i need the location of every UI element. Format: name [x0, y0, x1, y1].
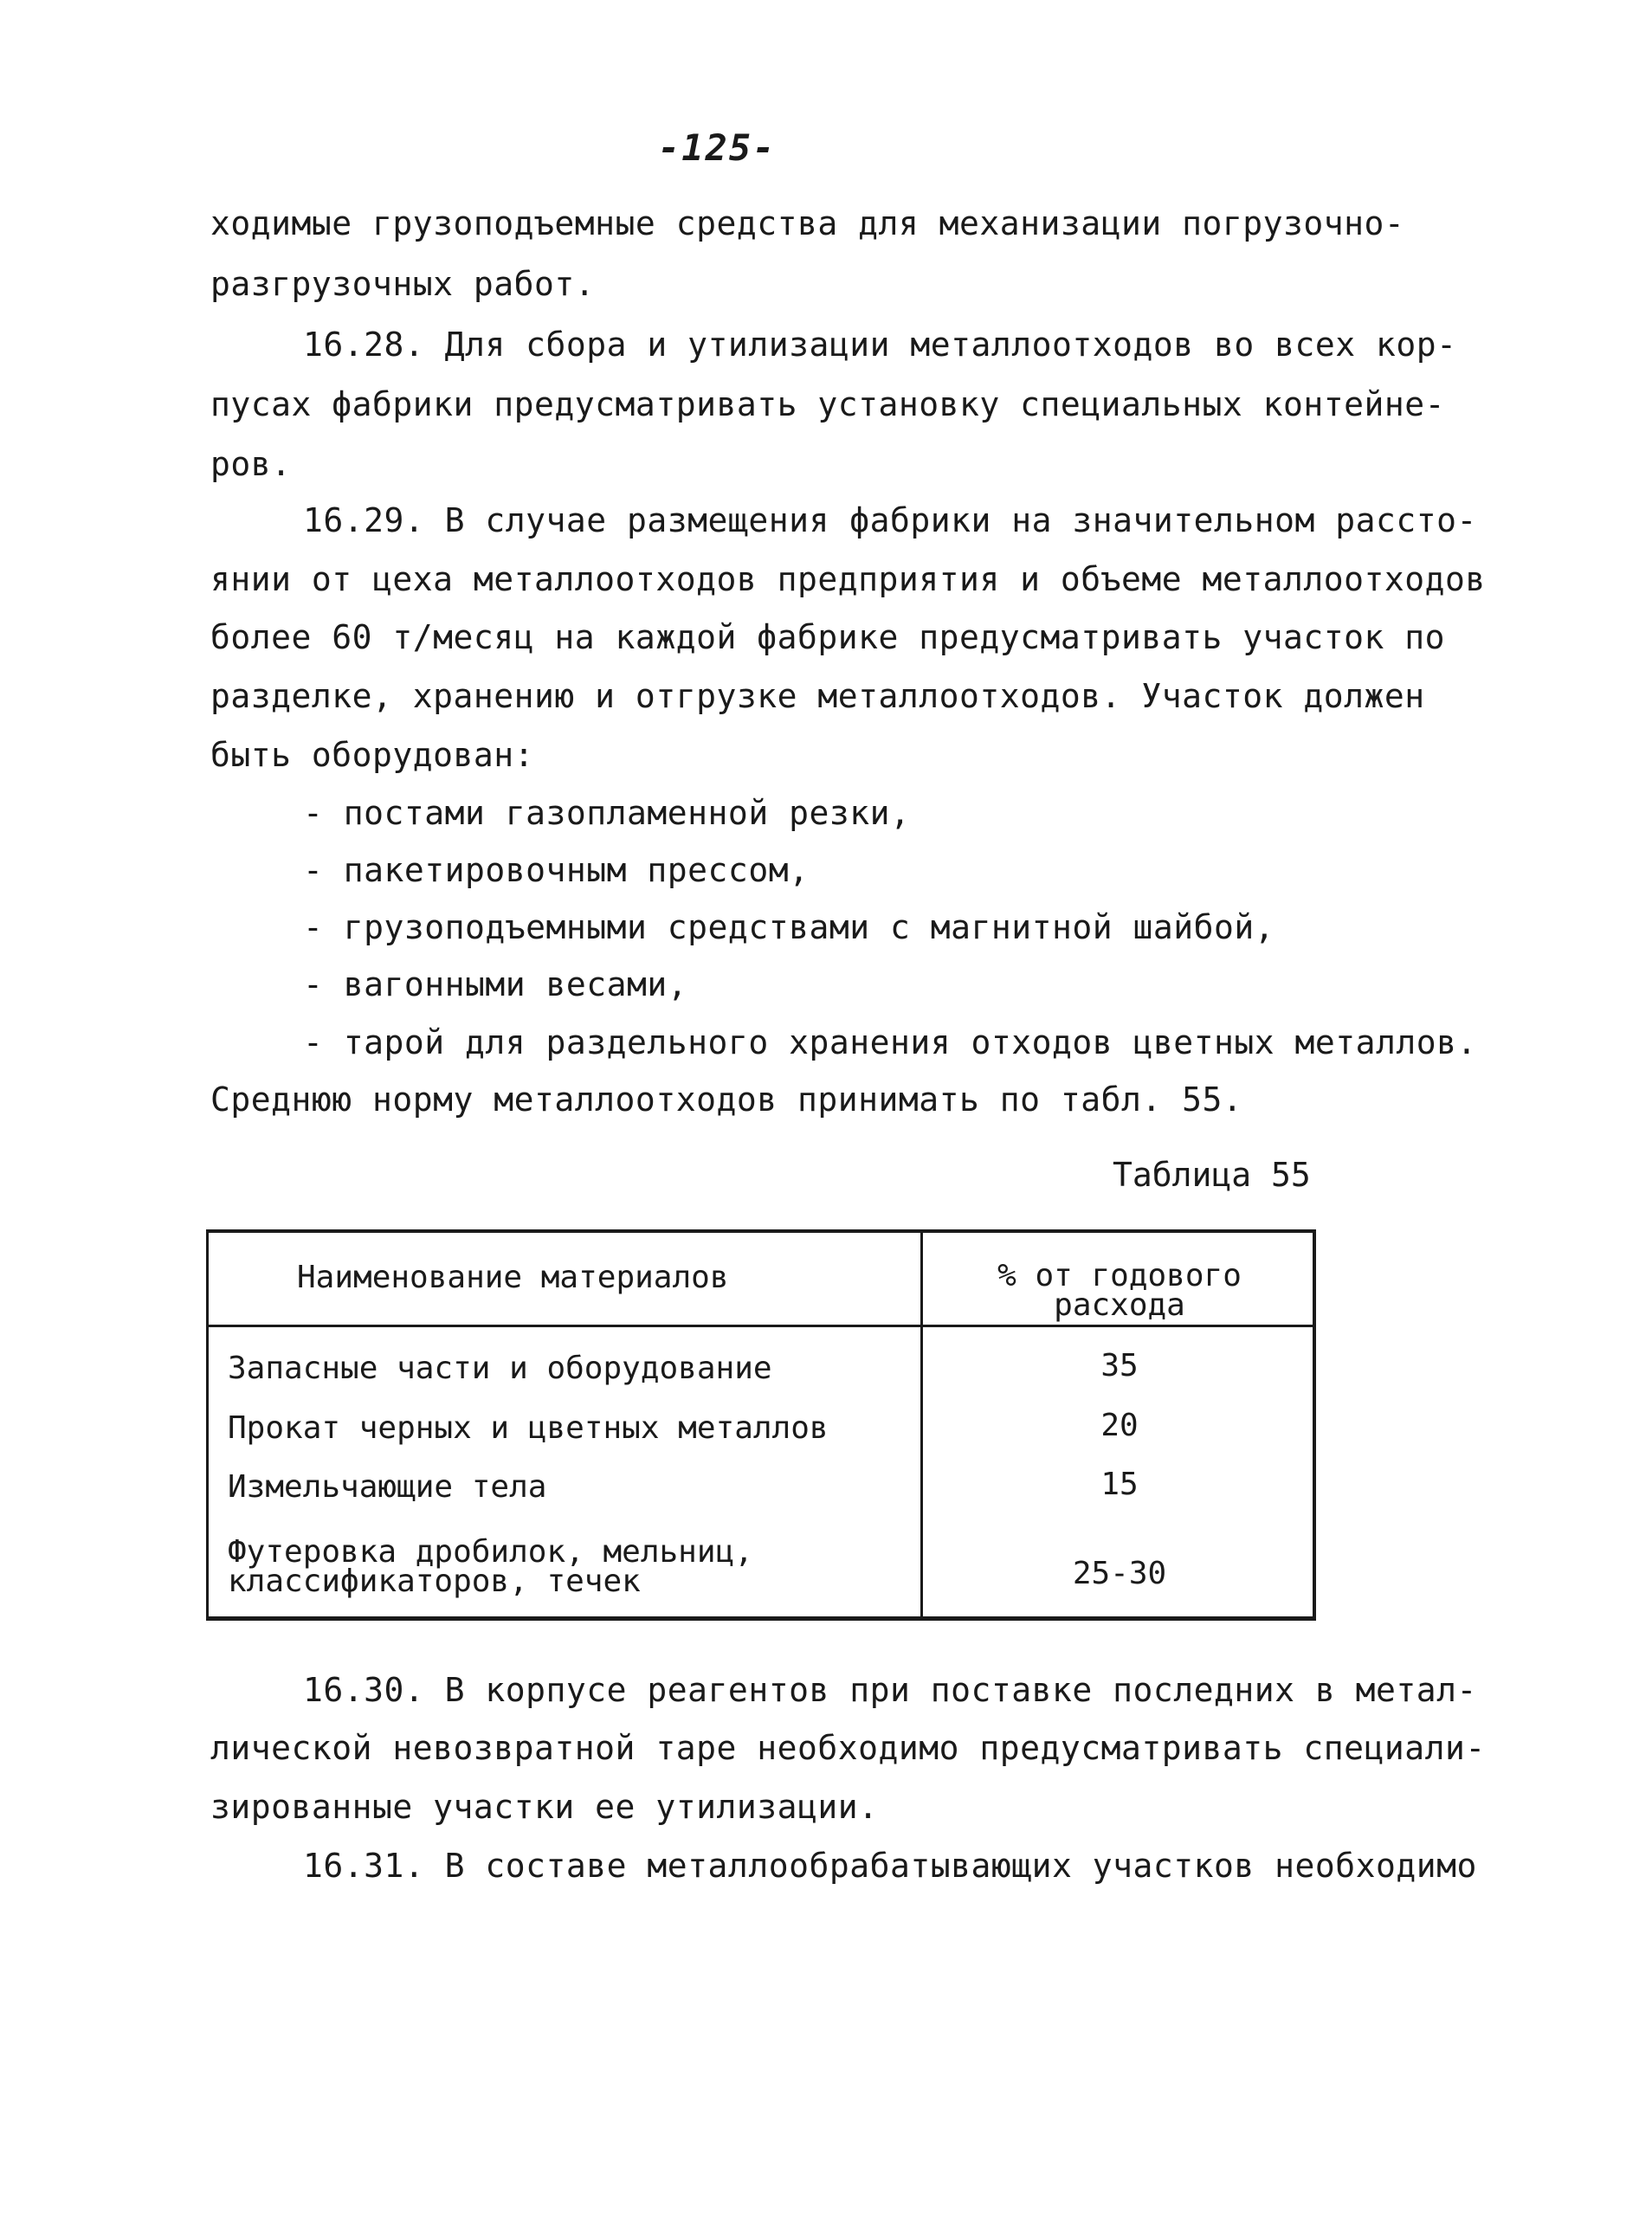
paragraph-line: 16.29. В случае размещения фабрики на значительном рассто-	[303, 501, 1477, 539]
paragraph-line: янии от цеха металлоотходов предприятия и объеме металлоотходов	[210, 560, 1486, 598]
table-column-divider	[920, 1229, 923, 1621]
table-cell-name: классификаторов, течек	[228, 1564, 641, 1599]
list-item: - грузоподъемными средствами с магнитной шайбой,	[303, 908, 1275, 946]
list-item: - пакетировочным прессом,	[303, 851, 810, 889]
header-name: Наименование материалов	[297, 1260, 729, 1295]
materials-table	[206, 1229, 1316, 1621]
table-bottom-border	[206, 1616, 1316, 1621]
table-top-border	[206, 1229, 1316, 1233]
table-cell-name: Измельчающие тела	[228, 1469, 547, 1505]
table-header-divider	[206, 1325, 1316, 1327]
table-cell-name: Запасные части и оборудование	[228, 1351, 772, 1386]
table-cell-name: Футеровка дробилок, мельниц,	[228, 1534, 753, 1570]
paragraph-line: пусах фабрики предусматривать установку специальных контейне-	[210, 385, 1446, 423]
table-cell-name: Прокат черных и цветных металлов	[228, 1410, 829, 1446]
paragraph-line: Среднюю норму металлоотходов принимать по табл. 55.	[210, 1080, 1243, 1119]
paragraph-line: разделке, хранению и отгрузке металлоотходов. Участок должен	[210, 677, 1425, 715]
table-cell-value: 35	[1100, 1348, 1139, 1383]
page-number: -125-	[658, 126, 777, 169]
paragraph-line: ходимые грузоподъемные средства для механизации погрузочно-	[210, 204, 1405, 242]
table-left-border	[206, 1229, 209, 1621]
paragraph-line: лической невозвратной таре необходимо предусматривать специали-	[210, 1729, 1486, 1767]
table-cell-value: 15	[1100, 1467, 1139, 1502]
header-percent: расхода	[1054, 1287, 1185, 1323]
paragraph-line: быть оборудован:	[210, 736, 535, 774]
paragraph-line: более 60 т/месяц на каждой фабрике предусматривать участок по	[210, 618, 1446, 656]
header-percent: % от годового	[997, 1258, 1242, 1293]
list-item: - тарой для раздельного хранения отходов цветных металлов.	[303, 1023, 1477, 1061]
paragraph-line: 16.28. Для сбора и утилизации металлоотходов во всех кор-	[303, 326, 1457, 364]
paragraph-line: разгрузочных работ.	[210, 265, 596, 303]
paragraph-line: ров.	[210, 445, 292, 483]
table-cell-value: 25-30	[1072, 1556, 1167, 1591]
list-item: - вагонными весами,	[303, 965, 688, 1003]
list-item: - постами газопламенной резки,	[303, 794, 911, 832]
table-cell-value: 20	[1100, 1408, 1139, 1443]
paragraph-line: 16.31. В составе металлообрабатывающих участков необходимо	[303, 1847, 1477, 1885]
table-caption: Таблица 55	[1113, 1156, 1311, 1194]
paragraph-line: зированные участки ее утилизации.	[210, 1788, 879, 1826]
paragraph-line: 16.30. В корпусе реагентов при поставке последних в метал-	[303, 1671, 1477, 1709]
